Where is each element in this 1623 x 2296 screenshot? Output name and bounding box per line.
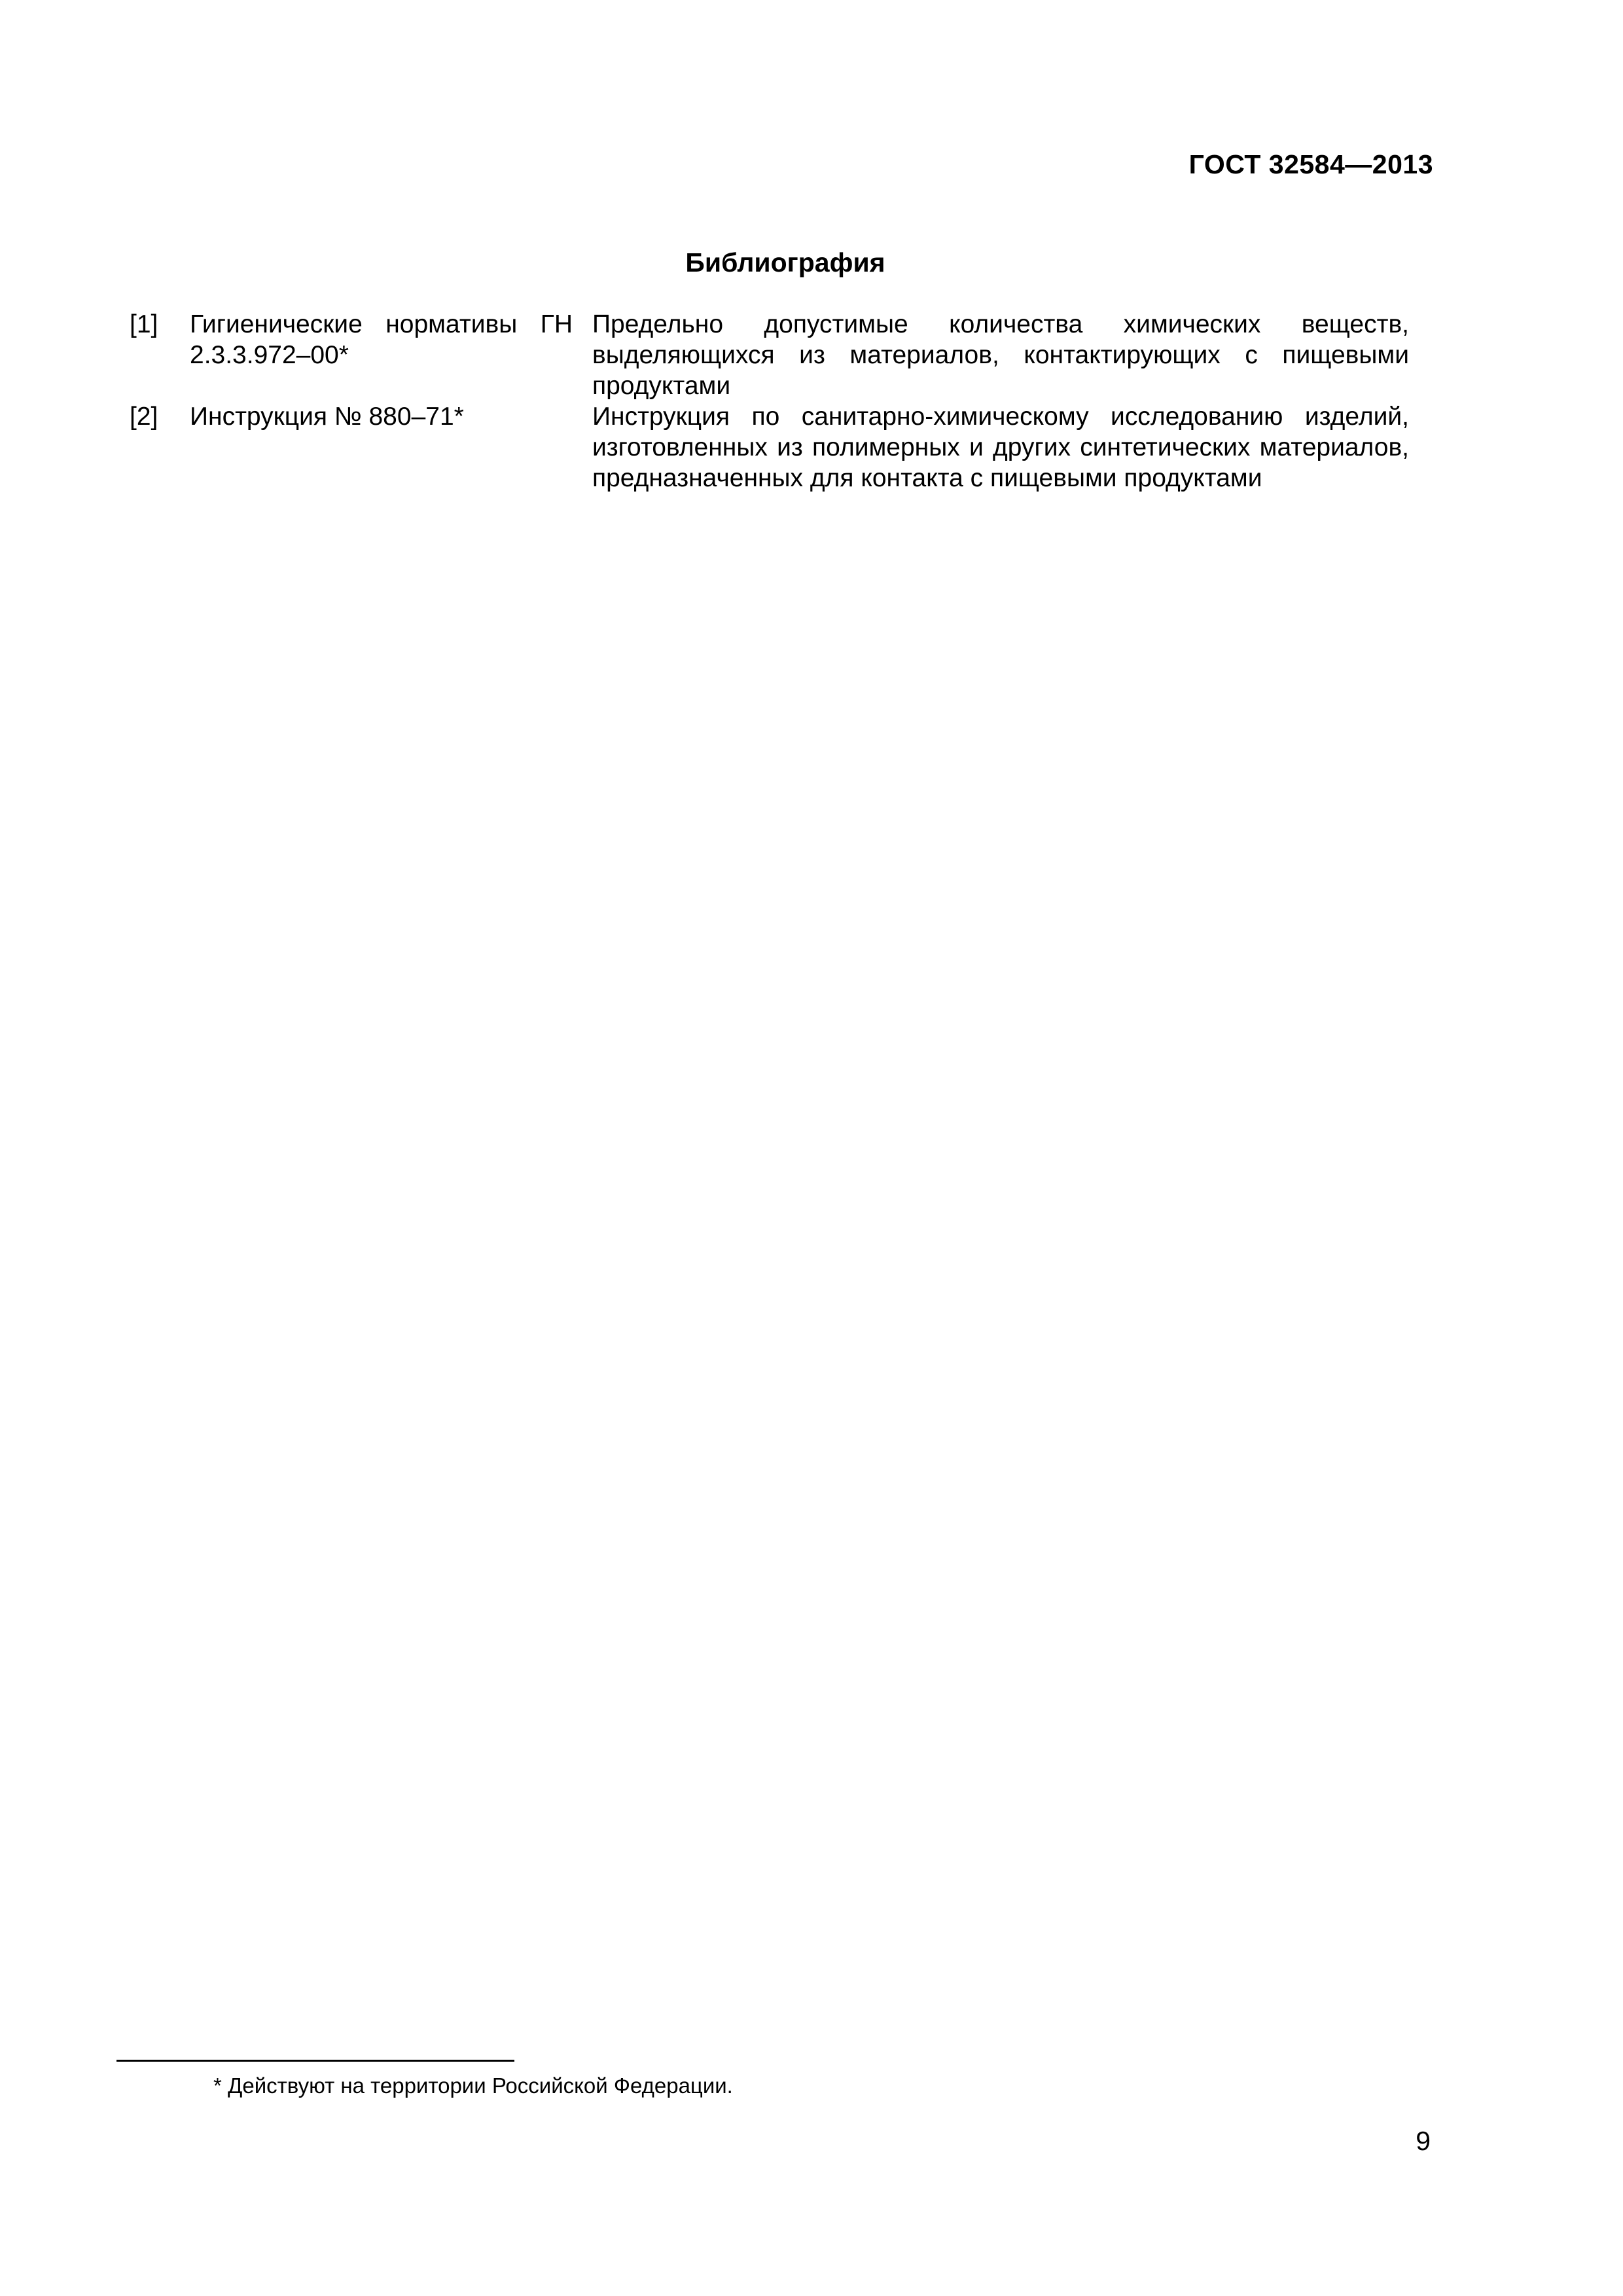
bibliography-entry-number: [1] bbox=[130, 310, 158, 338]
footnote-divider bbox=[116, 2060, 514, 2062]
bibliography-entry-title: Инструкция по санитарно-химическому исследованию изделий, изготовленных из полимерных и других синтетических материалов, предназначенных для контакта с пищевыми продуктами bbox=[592, 403, 1409, 492]
document-code: ГОСТ 32584—2013 bbox=[1188, 149, 1433, 179]
bibliography-list bbox=[130, 309, 1409, 493]
bibliography-entry-title: Предельно допустимые количества химических веществ, выделяющихся из материалов, контактирующих с пищевыми продуктами bbox=[592, 310, 1409, 400]
bibliography-entry-document: Гигиенические нормативы ГН 2.3.3.972–00* bbox=[190, 310, 573, 369]
section-title: Библиография bbox=[685, 247, 885, 278]
bibliography-entry bbox=[130, 401, 1409, 493]
footnote-text: * Действуют на территории Российской Федерации. bbox=[213, 2073, 733, 2098]
page-number: 9 bbox=[1416, 2126, 1431, 2156]
bibliography-entry-document: Инструкция № 880–71* bbox=[190, 403, 464, 431]
bibliography-entry bbox=[130, 309, 1409, 401]
bibliography-entry-number: [2] bbox=[130, 403, 158, 431]
